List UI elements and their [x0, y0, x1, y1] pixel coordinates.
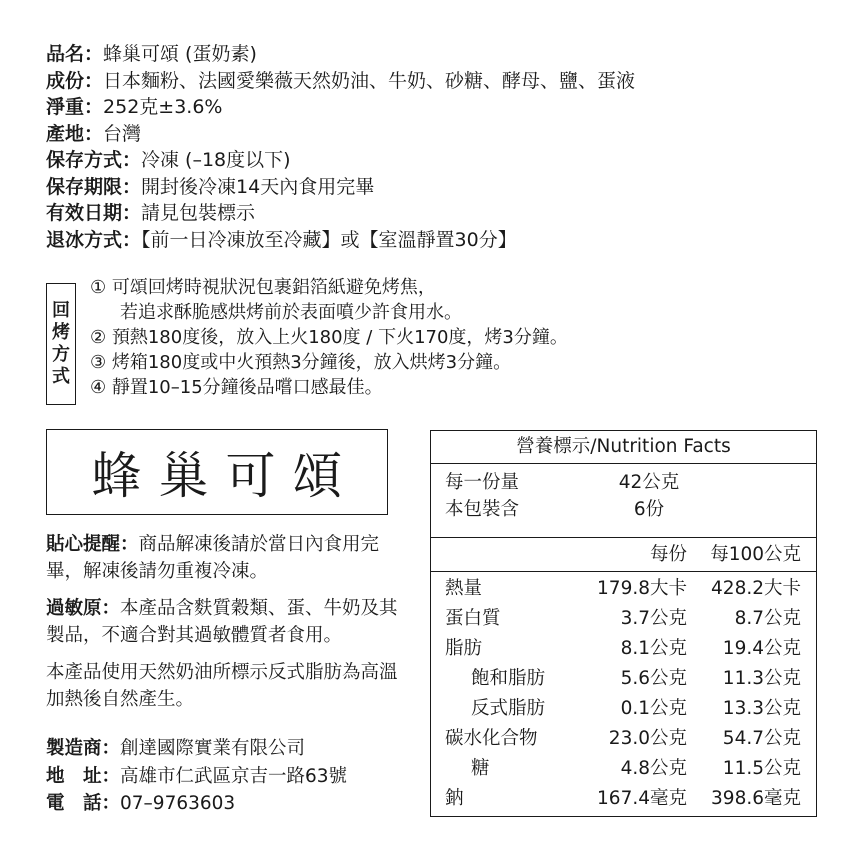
nutrition-row	[445, 784, 802, 814]
per-serving-value: 23.0公克	[608, 728, 687, 749]
nutrient-name: 熱量	[445, 578, 483, 599]
manufacturer-row: 製造商：創達國際實業有限公司	[46, 738, 306, 759]
per-serving-value: 3.7公克	[620, 608, 687, 629]
per-100g-value: 8.7公克	[734, 608, 801, 629]
nutrition-row	[445, 694, 802, 724]
per-100g-value: 11.3公克	[722, 668, 801, 689]
nutrition-rows	[431, 572, 816, 814]
per-serving-value: 5.6公克	[620, 668, 687, 689]
per-100g-value: 428.2大卡	[711, 578, 801, 599]
nutrient-name: 糖	[471, 758, 490, 779]
info-row-name: 品名：蜂巢可頌 (蛋奶素)	[46, 43, 257, 65]
nutrition-title: 營養標示/Nutrition Facts	[431, 431, 816, 464]
nutrition-row	[445, 754, 802, 784]
reheat-steps	[90, 275, 568, 400]
address-row: 地 址：高雄市仁武區京吉一路63號	[46, 765, 348, 787]
info-row-shelf-life: 保存期限：開封後冷凍14天內食用完畢	[46, 175, 375, 198]
step-1-continued: 若追求酥脆感烘烤前於表面噴少許食用水。	[120, 302, 462, 323]
per-serving-value: 0.1公克	[620, 698, 687, 719]
per-100g-header: 每100公克	[710, 544, 801, 565]
nutrient-name: 飽和脂肪	[471, 668, 546, 689]
info-row-storage: 保存方式：冷凍 (–18度以下)	[46, 149, 291, 171]
per-100g-value: 11.5公克	[722, 758, 801, 779]
product-title: 蜂巢可頌	[46, 429, 388, 515]
nutrition-row	[445, 634, 802, 664]
info-row-ingredients: 成份：日本麵粉、法國愛樂薇天然奶油、牛奶、砂糖、酵母、鹽、蛋液	[46, 69, 636, 92]
nutrient-name: 蛋白質	[445, 608, 501, 629]
reheat-method-label: 回 烤 方 式	[46, 283, 76, 405]
nutrient-name: 反式脂肪	[471, 698, 546, 719]
per-serving-header: 每份	[649, 544, 687, 565]
info-row-expiry: 有效日期：請見包裝標示	[46, 202, 256, 224]
nutrient-name: 碳水化合物	[445, 728, 538, 749]
allergen-note: 過敏原：本產品含麩質穀類、蛋、牛奶及其製品，不適合對其過敏體質者食用。	[46, 598, 398, 646]
servings-per-pack-row: 本包裝含 6份	[445, 499, 665, 520]
step-1: ① 可頌回烤時視狀況包裹鋁箔紙避免烤焦，	[90, 277, 436, 298]
per-100g-value: 54.7公克	[722, 728, 801, 749]
nutrition-column-headers	[431, 538, 816, 572]
nutrient-name: 脂肪	[445, 638, 483, 659]
per-serving-value: 167.4毫克	[597, 788, 687, 809]
info-row-thaw: 退冰方式：【前一日冷凍放至冷藏】或【室溫靜置30分】	[46, 228, 517, 251]
reheat-method	[46, 275, 826, 410]
info-row-origin: 產地：台灣	[46, 122, 142, 145]
nutrition-facts-table	[430, 430, 817, 817]
serving-size-row: 每一份量 42公克	[445, 472, 680, 493]
reminder-note: 貼心提醒：商品解凍後請於當日內食用完畢，解凍後請勿重複冷凍。	[46, 534, 380, 582]
nutrient-name: 鈉	[445, 788, 464, 809]
trans-fat-note: 本產品使用天然奶油所標示反式脂肪為高溫加熱後自然產生。	[46, 662, 398, 710]
per-100g-value: 398.6毫克	[711, 788, 801, 809]
step-2: ② 預熱180度後，放入上火180度 / 下火170度，烤3分鐘。	[90, 327, 568, 348]
per-100g-value: 13.3公克	[722, 698, 801, 719]
per-serving-value: 4.8公克	[620, 758, 687, 779]
step-4: ④ 靜置10–15分鐘後品嚐口感最佳。	[90, 377, 383, 398]
notes	[46, 531, 406, 713]
nutrition-row	[445, 604, 802, 634]
per-serving-value: 8.1公克	[620, 638, 687, 659]
nutrition-row	[445, 664, 802, 694]
per-serving-value: 179.8大卡	[597, 578, 687, 599]
nutrition-row	[445, 724, 802, 754]
phone-row: 電 話：07–9763603	[46, 793, 236, 814]
info-row-net-weight: 淨重：252克±3.6%	[46, 96, 223, 118]
serving-info	[431, 464, 816, 538]
nutrition-row	[445, 574, 802, 604]
per-100g-value: 19.4公克	[722, 638, 801, 659]
product-info	[46, 41, 826, 253]
manufacturer-info	[46, 735, 426, 818]
step-3: ③ 烤箱180度或中火預熱3分鐘後，放入烘烤3分鐘。	[90, 352, 512, 373]
